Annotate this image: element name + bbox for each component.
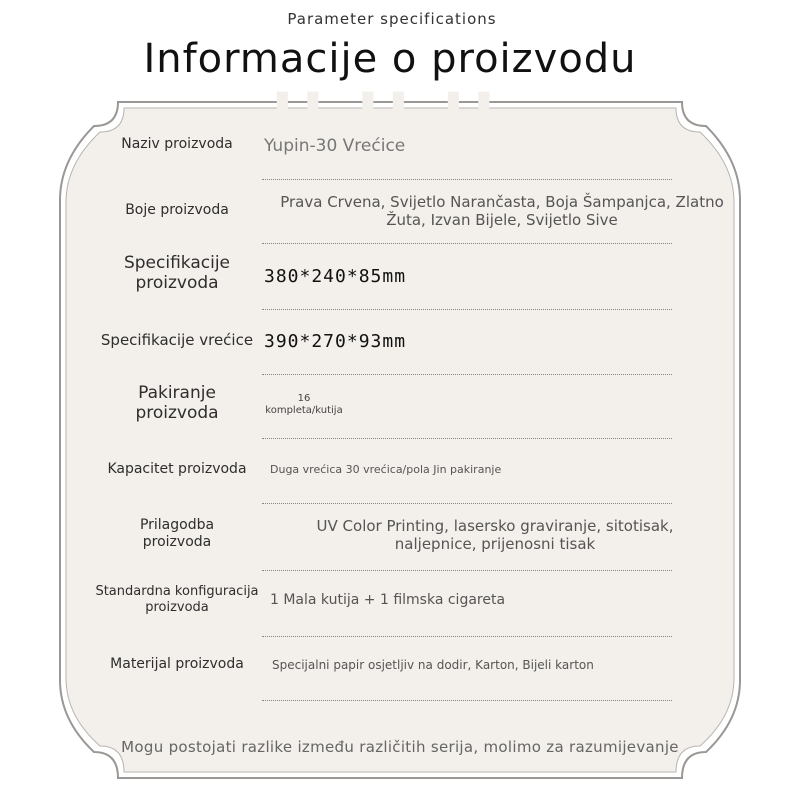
row-label: Standardna konfiguracija proizvoda xyxy=(95,584,259,615)
row-divider xyxy=(262,636,672,637)
row-divider xyxy=(262,570,672,571)
row-divider xyxy=(262,700,672,701)
row-label: Pakiranje proizvoda xyxy=(135,383,219,424)
row-divider xyxy=(262,503,672,504)
row-divider xyxy=(262,243,672,244)
page-title: Informacije o proizvodu xyxy=(143,36,637,82)
row-divider xyxy=(262,374,672,375)
row-divider xyxy=(262,438,672,439)
row-value: Yupin-30 Vrećice xyxy=(264,136,406,156)
row-value: Specijalni papir osjetljiv na dodir, Karton, Bijeli karton xyxy=(272,658,594,672)
row-value: 390*270*93mm xyxy=(264,331,407,352)
row-label: Specifikacije vrećice xyxy=(100,331,254,349)
subtitle: Parameter specifications xyxy=(287,10,497,28)
row-value: Duga vrećica 30 vrećica/pola Jin pakiranje xyxy=(270,463,502,476)
row-label: Materijal proizvoda xyxy=(110,656,244,672)
row-label: Naziv proizvoda xyxy=(121,136,233,152)
row-divider xyxy=(262,309,672,310)
row-value: 16 kompleta/kutija xyxy=(265,393,343,416)
row-label: Kapacitet proizvoda xyxy=(107,461,247,477)
row-value: Prava Crvena, Svijetlo Narančasta, Boja Šampanjca, Zlatno Žuta, Izvan Bijele, Svijetlo Sive xyxy=(280,193,724,229)
row-label: Boje proizvoda xyxy=(125,202,229,218)
ghost-watermark: ▮▮ ▮▮ ▮▮ xyxy=(274,84,506,119)
row-value: 1 Mala kutija + 1 filmska cigareta xyxy=(270,592,506,608)
footer-note: Mogu postojati razlike između različitih serija, molimo za razumijevanje xyxy=(121,738,679,756)
row-value: 380*240*85mm xyxy=(264,266,407,287)
row-label: Prilagodba proizvoda xyxy=(139,517,215,550)
row-divider xyxy=(262,179,672,180)
row-label: Specifikacije proizvoda xyxy=(123,253,231,294)
row-value: UV Color Printing, lasersko graviranje, sitotisak, naljepnice, prijenosni tisak xyxy=(316,517,674,553)
